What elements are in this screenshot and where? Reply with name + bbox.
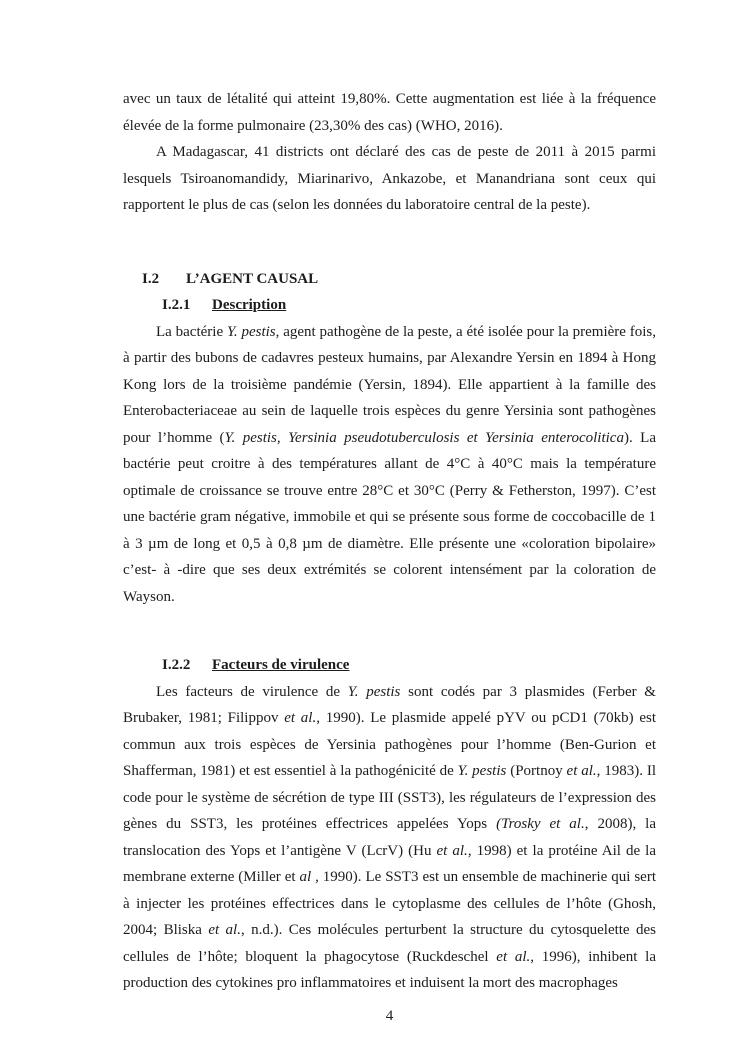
text-run: ). La bactérie peut croitre à des températures allant de 4°C à 40°C mais la température optimale de croissance se trouve entre 28°C et 30°C (Perry & Fetherston, 1997). C’est une bactérie gram négative, immobile et qui se présente sous forme de coccobacille de 1 à 3 µm de long et 0,5 à 0,8 µm de diamètre. Elle présente une «coloration bipolaire» c’est- à -dire que ses deux extrémités se colorent intensément par la coloration de Wayson. xyxy=(123,429,656,605)
text-run: (Portnoy xyxy=(506,763,567,779)
subsection-heading xyxy=(162,292,656,319)
text-run: , 1998) et la protéine Ail de la membrane externe (Miller et xyxy=(123,842,656,885)
heading-number: I.2 xyxy=(142,270,160,287)
text-run: Y. pestis, Yersinia pseudotuberculosis et Yersinia enterocolitica xyxy=(224,429,624,446)
heading-title: Facteurs de virulence xyxy=(212,657,350,673)
paragraph xyxy=(123,86,656,139)
text-run: et al. xyxy=(436,842,468,859)
text-run: , agent pathogène de la peste, a été isolée pour la première fois, à partir des bubons de cadavres pesteux humains, par Alexandre Yersin en 1894 à Hong Kong lors de la troisième pandémie (Yersin, 1894). Elle appartient à la famille des Enterobacteriaceae au sein de laquelle trois espèces du genre Yersinia sont pathogènes pour l’homme ( xyxy=(123,323,656,446)
section-heading xyxy=(142,266,656,293)
text-run: , 1990). Le SST3 est un ensemble de machinerie qui sert à injecter les protéines effectrices dans le cytoplasme des cellules de l’hôte (Ghosh, 2004; Bliska xyxy=(123,869,656,938)
text-run: sont codés par 3 plasmides (Ferber & Brubaker, 1981; Filippov xyxy=(123,683,656,726)
text-run: et al. xyxy=(496,948,531,965)
text-run: , 1983). Il code pour le système de sécrétion de type III (SST3), les régulateurs de l’expression des gènes du SST3, les protéines effectrices appelées Yops xyxy=(123,763,656,832)
heading-title: Description xyxy=(212,297,287,313)
text-run: et al. xyxy=(566,763,597,779)
paragraph xyxy=(123,319,656,611)
text-run: Y. pestis xyxy=(347,683,401,700)
text-run: , 1996), inhibent la production des cytokines pro inflammatoires et induisent la mort des macrophages xyxy=(123,948,656,991)
text-run: Y. pestis xyxy=(457,763,507,779)
paragraph xyxy=(123,679,656,997)
heading-title: L’AGENT CAUSAL xyxy=(186,270,319,287)
text-run: A Madagascar, 41 districts ont déclaré des cas de peste de 2011 à 2015 parmi lesquels Tsiroanomandidy, Miarinarivo, Ankazobe, et Manandriana sont ceux qui rapportent le plus de cas (selon les données du laboratoire central de la peste). xyxy=(123,144,656,213)
text-run: La bactérie xyxy=(156,323,227,340)
heading-number: I.2.1 xyxy=(162,297,191,313)
text-run: Y. pestis xyxy=(226,323,276,340)
heading-number: I.2.2 xyxy=(162,657,191,673)
text-run: (Trosky et al. xyxy=(496,816,585,832)
text-run: al xyxy=(299,869,312,885)
text-run: Les facteurs de virulence de xyxy=(156,683,348,700)
text-run: , n.d.). Ces molécules perturbent la structure du cytosquelette des cellules de l’hôte; bloquent la phagocytose (Ruckdeschel xyxy=(123,922,656,965)
paragraph xyxy=(123,139,656,219)
text-run: , 2008), la translocation des Yops et l’antigène V (LcrV) (Hu xyxy=(123,816,656,859)
text-run: , 1990). Le plasmide appelé pYV ou pCD1 (70kb) est commun aux trois espèces de Yersinia pathogènes pour l’homme (Ben-Gurion et Shafferman, 1981) et est essentiel à la pathogénicité de xyxy=(123,710,656,779)
page-body xyxy=(123,86,656,997)
subsection-heading xyxy=(162,652,656,679)
text-run: et al. xyxy=(284,710,317,726)
page-footer xyxy=(123,1003,656,1030)
page-number: 4 xyxy=(385,1007,394,1024)
text-run: et al. xyxy=(208,922,241,938)
text-run: avec un taux de létalité qui atteint 19,80%. Cette augmentation est liée à la fréquence élevée de la forme pulmonaire (23,30% des cas) (WHO, 2016). xyxy=(123,91,656,134)
